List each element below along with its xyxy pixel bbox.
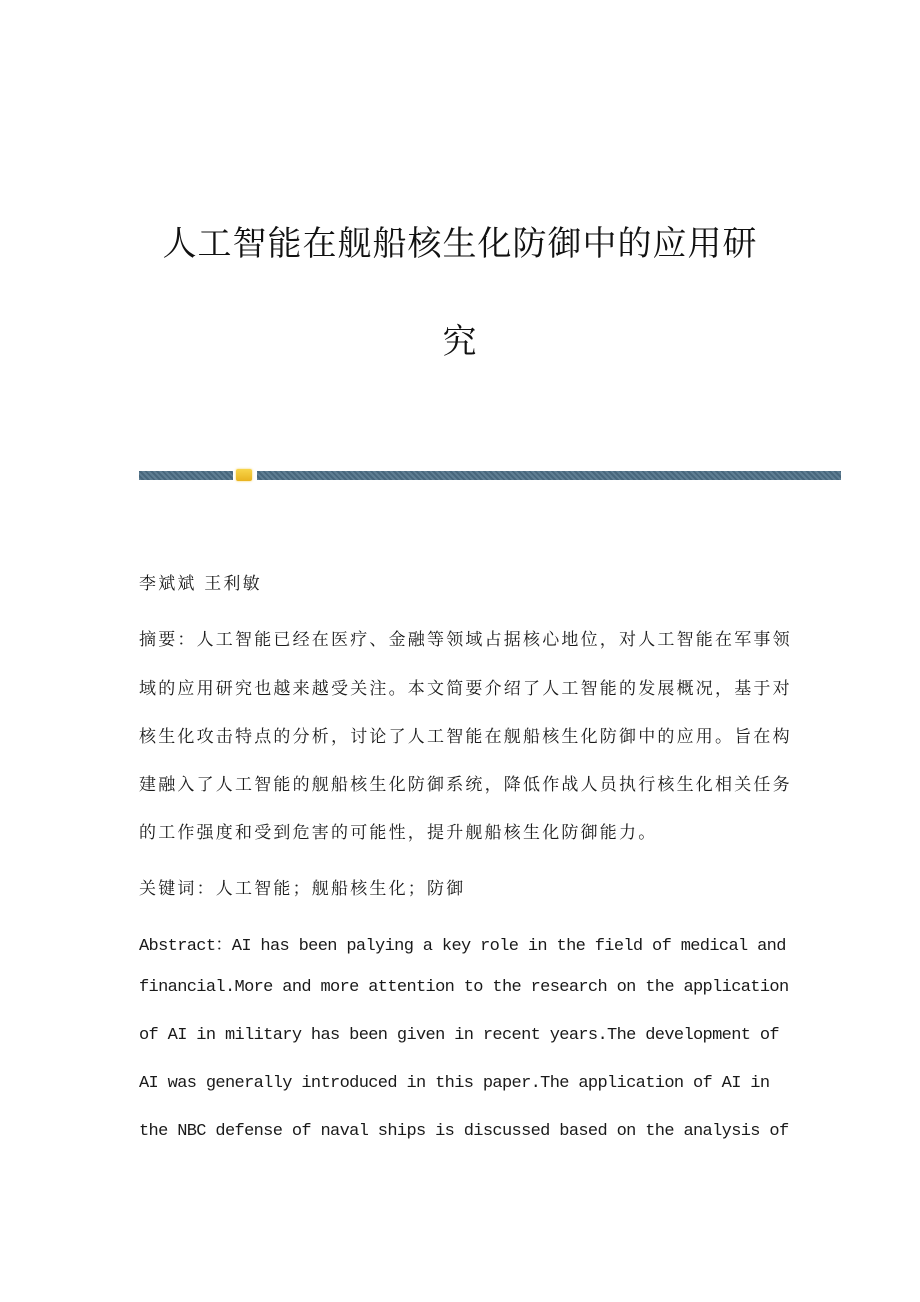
abstract-en-line: financial.More and more attention to the research on the application [139, 978, 789, 997]
document-title-line-2: 究 [442, 322, 478, 362]
abstract-en-line: Abstract：AI has been palying a key role in the field of medical and [139, 937, 786, 956]
divider-ornament-icon [236, 469, 252, 481]
abstract-cn-line: 域的应用研究也越来越受关注。本文简要介绍了人工智能的发展概况，基于对 [139, 679, 792, 699]
abstract-cn-line: 建融入了人工智能的舰船核生化防御系统，降低作战人员执行核生化相关任务 [139, 775, 792, 795]
divider-bar-right [257, 471, 841, 480]
abstract-cn-line: 核生化攻击特点的分析，讨论了人工智能在舰船核生化防御中的应用。旨在构 [139, 727, 792, 747]
abstract-en-line: AI was generally introduced in this paper.The application of AI in [139, 1074, 770, 1093]
keywords: 关键词：人工智能；舰船核生化；防御 [139, 879, 466, 899]
abstract-en-line: the NBC defense of naval ships is discussed based on the analysis of [139, 1122, 789, 1141]
authors: 李斌斌 王利敏 [139, 574, 262, 594]
document-title-line-1: 人工智能在舰船核生化防御中的应用研 [162, 224, 758, 264]
abstract-en-line: of AI in military has been given in recent years.The development of [139, 1026, 779, 1045]
abstract-cn-line: 的工作强度和受到危害的可能性，提升舰船核生化防御能力。 [139, 823, 658, 843]
divider-bar-left [139, 471, 233, 480]
abstract-cn-line: 摘要：人工智能已经在医疗、金融等领域占据核心地位，对人工智能在军事领 [139, 630, 792, 650]
